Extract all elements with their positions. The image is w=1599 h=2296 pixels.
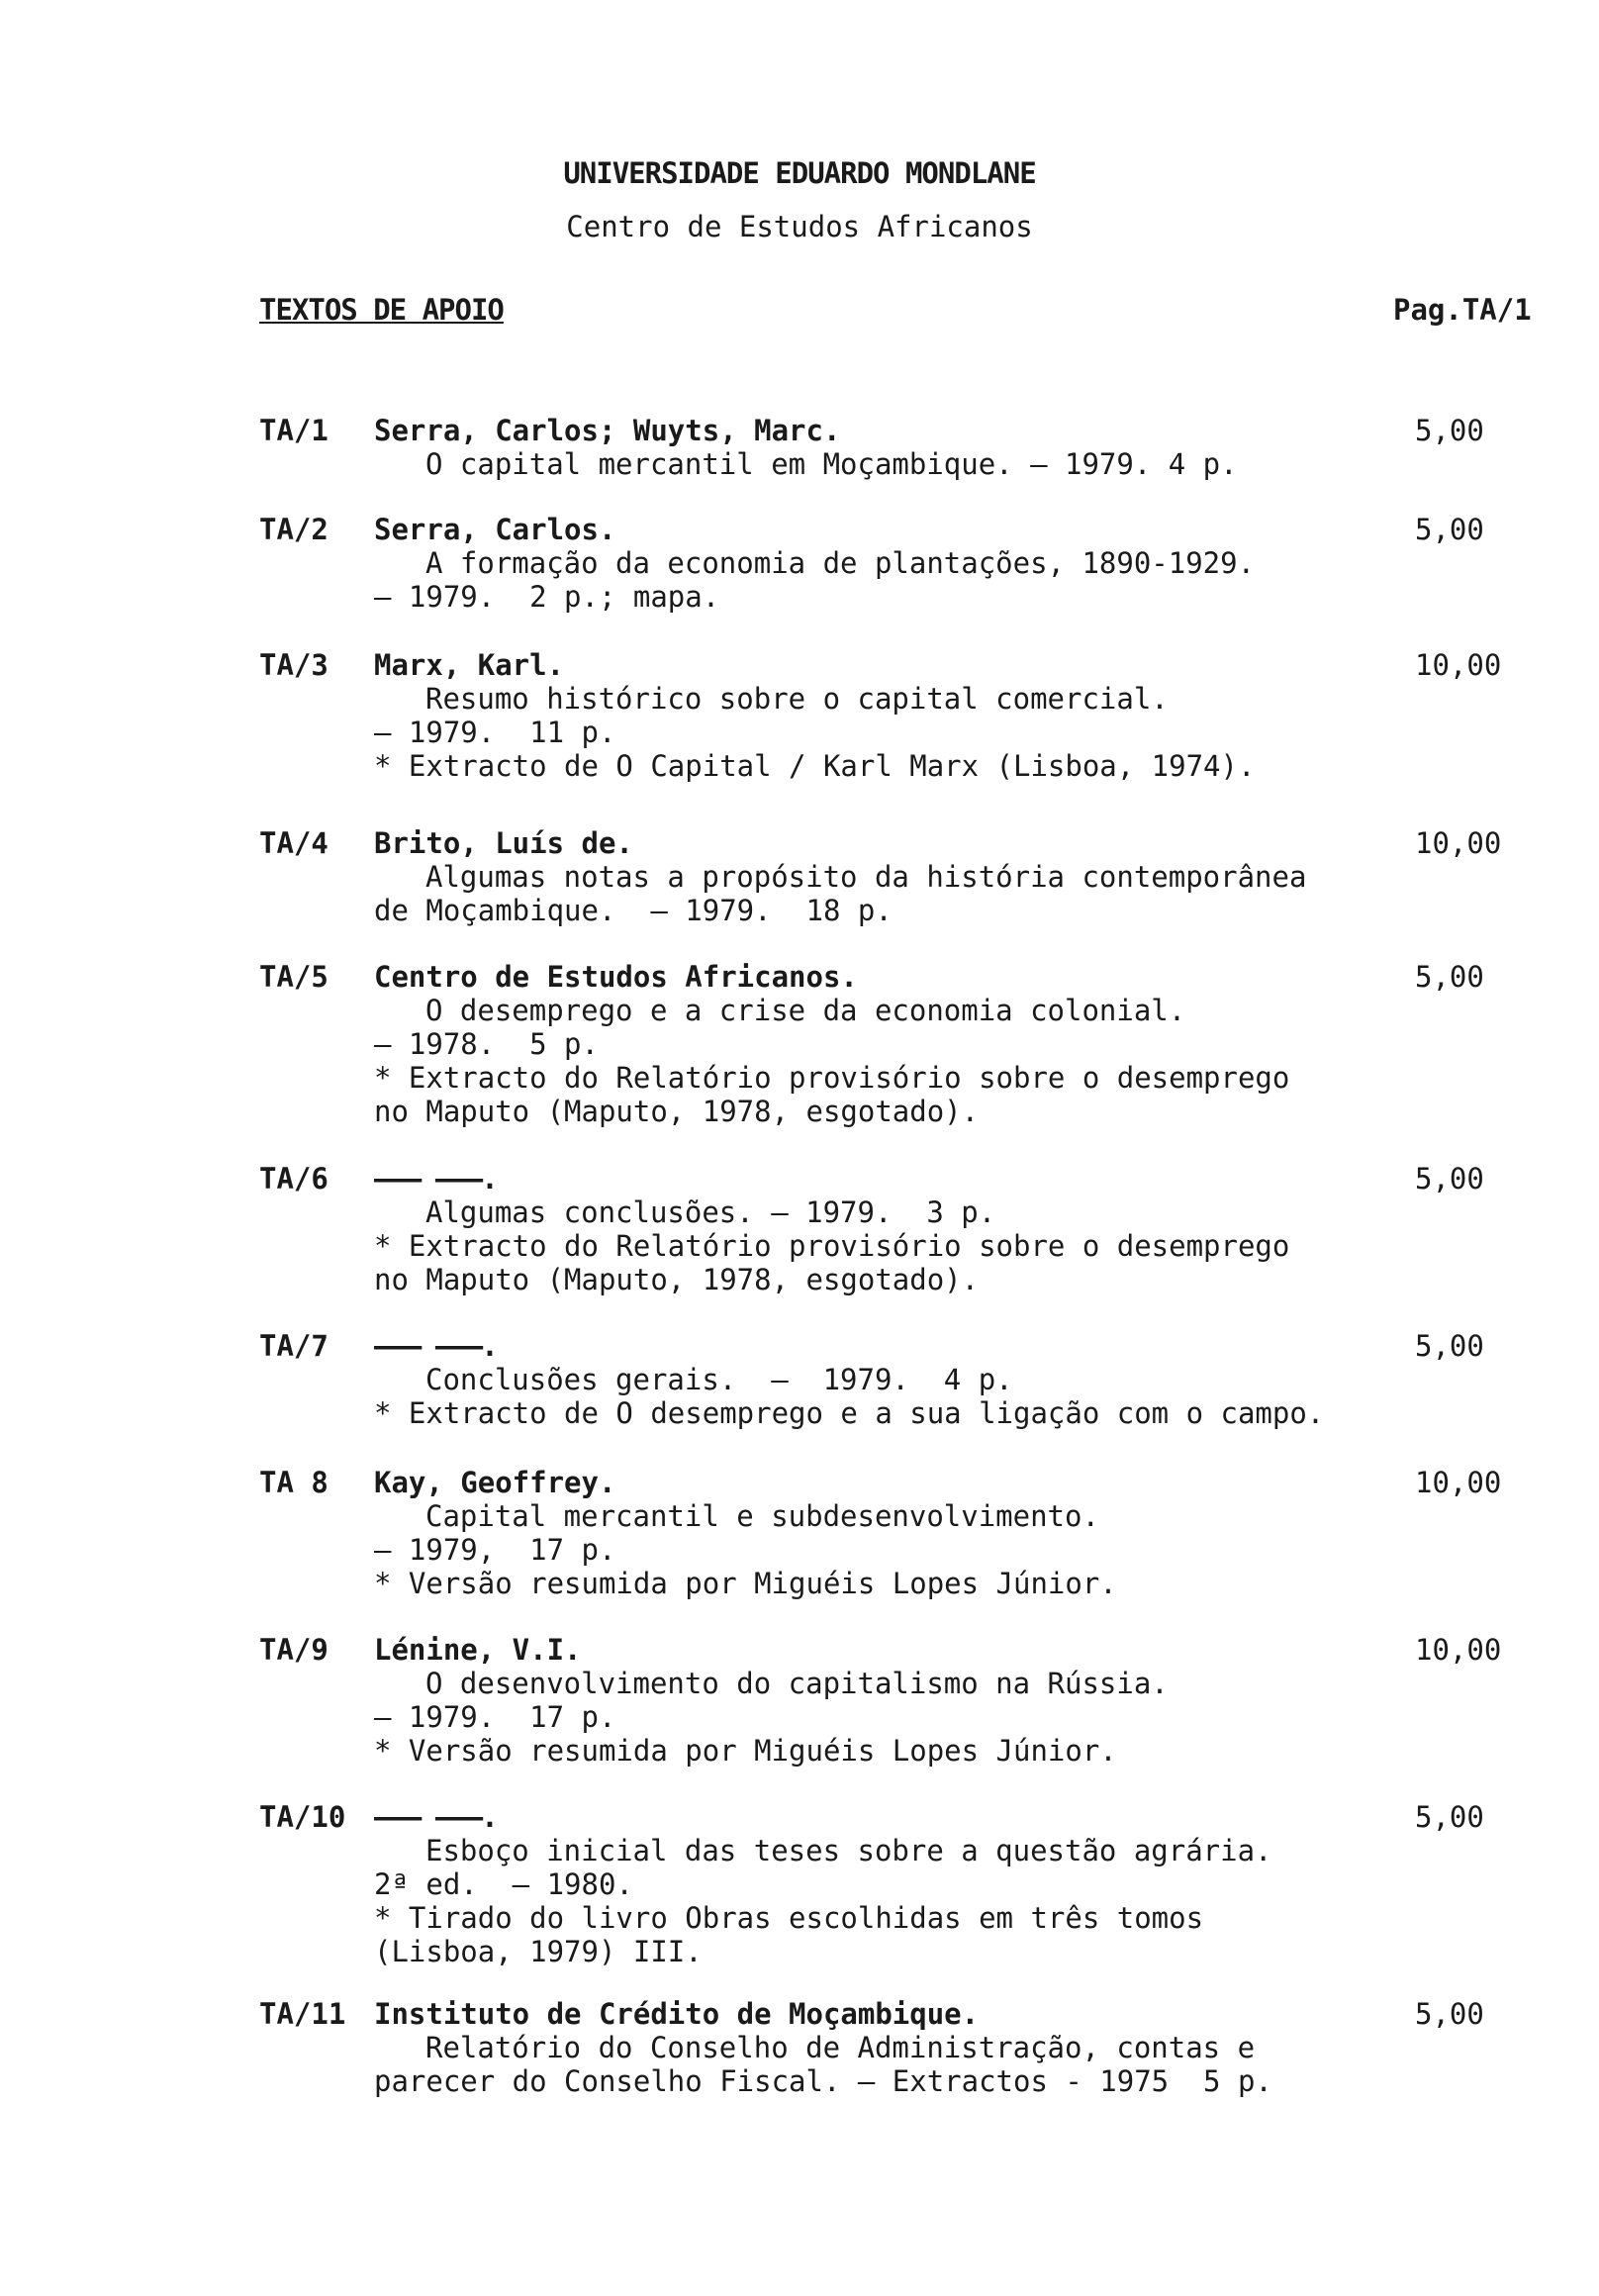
entry-line: parecer do Conselho Fiscal. — Extractos - 1975 5 p.: [374, 2064, 1272, 2098]
entry-description: [374, 414, 1364, 481]
entry-line: * Versão resumida por Miguéis Lopes Júnior.: [374, 1567, 1117, 1600]
entry-description: [374, 648, 1364, 783]
entry-line: — 1979. 2 p.; mapa.: [374, 580, 720, 614]
entry-description: [374, 1162, 1364, 1296]
entry-price: 10,00: [1415, 1466, 1502, 1499]
department-name: Centro de Estudos Africanos: [566, 210, 1033, 243]
entry-title: O desemprego e a crise da economia colonial.: [425, 994, 1186, 1027]
entry-title: Algumas notas a propósito da história contemporânea: [425, 860, 1307, 894]
entry-title: Resumo histórico sobre o capital comercial.: [425, 682, 1169, 716]
entry-author: Centro de Estudos Africanos.: [374, 960, 858, 994]
entry-author: Instituto de Crédito de Moçambique.: [374, 1997, 980, 2031]
entry-author: Serra, Carlos.: [374, 513, 616, 546]
entry-line: * Extracto de O Capital / Karl Marx (Lisboa, 1974).: [374, 749, 1256, 783]
entry-price: 10,00: [1415, 648, 1502, 682]
entry-code: TA/5: [259, 960, 329, 994]
entry-description: [374, 960, 1364, 1128]
entry-code: TA/7: [259, 1329, 329, 1363]
entry-line: * Extracto do Relatório provisório sobre o desemprego: [374, 1061, 1290, 1095]
entry-author: Brito, Luís de.: [374, 826, 633, 860]
entry-title: Relatório do Conselho de Administração, contas e: [425, 2031, 1256, 2064]
entry-author: Serra, Carlos; Wuyts, Marc.: [374, 414, 841, 447]
entry-price: 10,00: [1415, 826, 1502, 860]
entry-code: TA/4: [259, 826, 329, 860]
entry-title: Conclusões gerais. — 1979. 4 p.: [425, 1363, 1013, 1396]
entry-code: TA/6: [259, 1162, 329, 1196]
entry-line: * Tirado do livro Obras escolhidas em três tomos: [374, 1901, 1204, 1935]
entry-title: Capital mercantil e subdesenvolvimento.: [425, 1499, 1099, 1533]
entry-description: [374, 1329, 1364, 1430]
entry-line: — 1979, 17 p.: [374, 1533, 616, 1567]
entry-line: — 1978. 5 p.: [374, 1027, 599, 1061]
entry-code: TA/2: [259, 513, 329, 546]
entry-line: no Maputo (Maputo, 1978, esgotado).: [374, 1263, 980, 1296]
entry-price: 5,00: [1415, 960, 1484, 994]
entry-title: O capital mercantil em Moçambique. — 1979. 4 p.: [425, 447, 1238, 481]
entry-title: Esboço inicial das teses sobre a questão agrária.: [425, 1834, 1272, 1867]
entry-line: * Extracto de O desemprego e a sua ligação com o campo.: [374, 1396, 1325, 1430]
entry-description: [374, 1633, 1364, 1768]
entry-price: 5,00: [1415, 1329, 1484, 1363]
entry-price: 5,00: [1415, 1997, 1484, 2031]
entry-description: [374, 513, 1364, 614]
entry-description: [374, 1466, 1364, 1600]
entry-price: 5,00: [1415, 414, 1484, 447]
entry-title: Algumas conclusões. — 1979. 3 p.: [425, 1196, 996, 1229]
entry-author-repeat: ——— ———.: [374, 1329, 497, 1363]
entry-code: TA/10: [259, 1800, 346, 1834]
entry-description: [374, 826, 1364, 927]
entry-title: O desenvolvimento do capitalismo na Rússia.: [425, 1667, 1169, 1700]
entry-code: TA/11: [259, 1997, 346, 2031]
entry-line: * Extracto do Relatório provisório sobre o desemprego: [374, 1229, 1290, 1263]
entry-code: TA/3: [259, 648, 329, 682]
entry-title: A formação da economia de plantações, 1890-1929.: [425, 546, 1256, 580]
entry-line: 2ª ed. — 1980.: [374, 1867, 633, 1901]
entry-author: Kay, Geoffrey.: [374, 1466, 616, 1499]
entry-line: — 1979. 17 p.: [374, 1700, 616, 1734]
institution-name: UNIVERSIDADE EDUARDO MONDLANE: [563, 156, 1036, 190]
entry-line: — 1979. 11 p.: [374, 716, 616, 749]
entry-code: TA/9: [259, 1633, 329, 1667]
entry-line: no Maputo (Maputo, 1978, esgotado).: [374, 1095, 980, 1128]
entry-author: Marx, Karl.: [374, 648, 565, 682]
entry-line: (Lisboa, 1979) III.: [374, 1935, 703, 1968]
entry-price: 5,00: [1415, 513, 1484, 546]
entry-author: Lénine, V.I.: [374, 1633, 582, 1667]
entry-author-repeat: ——— ———.: [374, 1800, 497, 1834]
entry-line: de Moçambique. — 1979. 18 p.: [374, 894, 893, 927]
page-reference: Pag.TA/1: [1393, 293, 1532, 327]
entry-line: * Versão resumida por Miguéis Lopes Júnior.: [374, 1734, 1117, 1768]
entry-code: TA/1: [259, 414, 329, 447]
section-title: TEXTOS DE APOIO: [259, 293, 504, 327]
entry-price: 10,00: [1415, 1633, 1502, 1667]
entry-description: [374, 1997, 1364, 2098]
entry-description: [374, 1800, 1364, 1968]
entry-code: TA 8: [259, 1466, 329, 1499]
entry-price: 5,00: [1415, 1162, 1484, 1196]
entry-author-repeat: ——— ———.: [374, 1162, 497, 1196]
entry-price: 5,00: [1415, 1800, 1484, 1834]
